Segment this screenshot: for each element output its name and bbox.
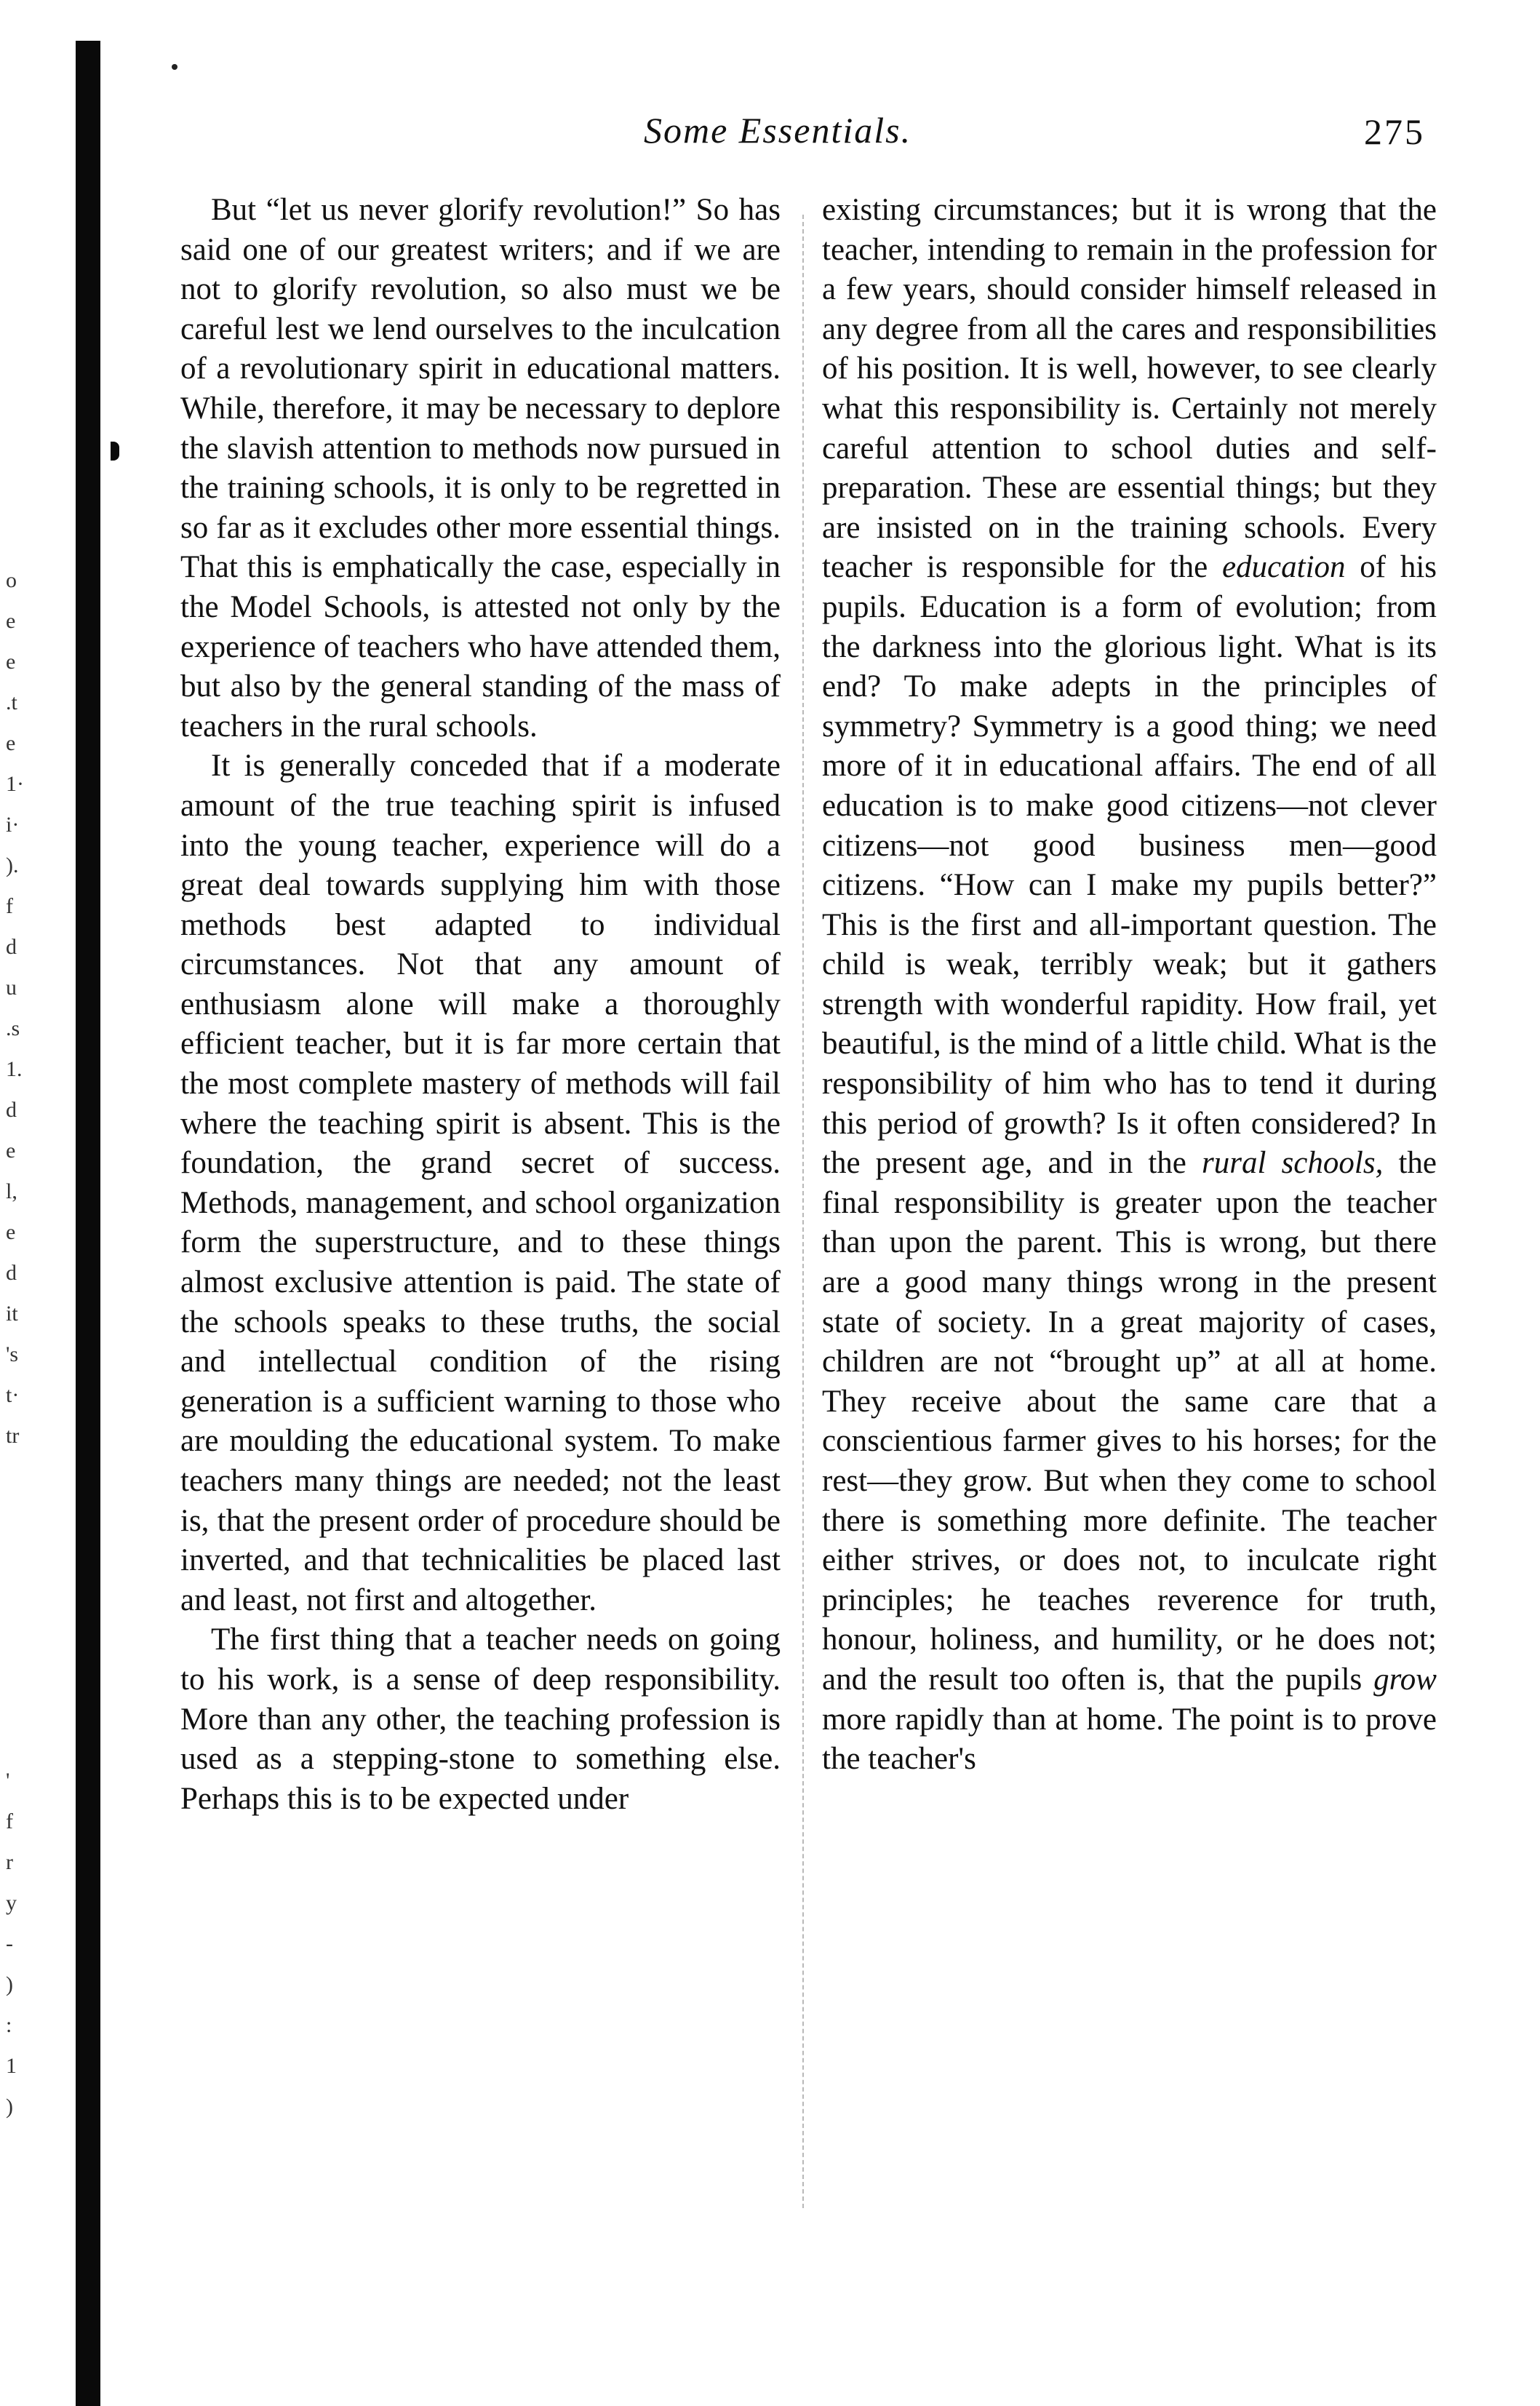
right-text-b: of his pupils. Education is a form of evolution; from the darkness into the glorious light. What is its end? To make adepts in the principles of symmetry? Symmetry is a good thing; we need more of it in educational affairs. The end of all education is to make good citizens—not clever citizens—not good business men—good citizens. “How can I make my pupils better?” This is the first and all-important question. The child is weak, terribly weak; but it gathers strength with wonderful rapidity. How frail, yet beautiful, is the mind of a little child. What is the responsibility of him who has to tend it during this period of growth? Is it often considered? In the present age, and in the [822,550,1437,1181]
binding-edge [76,41,100,2406]
margin-fragment: ) [6,1972,13,1996]
left-column [180,191,781,1819]
left-paragraph-1: But “let us never glorify revolution!” So has said one of our greatest writers; and if we are not to glorify revolution, so also must we be careful lest we lend ourselves to the inculcation of a revolutionary spirit in educational matters. While, therefore, it may be necessary to deplore the slavish attention to methods now pursued in the training schools, it is only to be regretted in so far as it excludes other more essential things. That this is emphatically the case, especially in the Model Schools, is attested not only by the experience of teachers who have attended them, but also by the general standing of the mass of teachers in the rural schools. [180,193,781,744]
right-italic-rural-schools: rural schools, [1202,1146,1384,1181]
binding-notch [111,442,119,461]
right-column [822,191,1437,1780]
margin-fragment: e [6,731,16,755]
right-text-c: the final responsibility is greater upon the teacher than upon the parent. This is wrong, but there are a good many things wrong in the present state of society. In a great majority of cases, children are not “brought up” at all at home. They receive about the same care that a conscientious farmer gives to his horses; for the rest—they grow. But when they come to school there is something more definite. The teacher either strives, or does not, to inculcate right principles; he teaches reverence for truth, honour, holiness, and humility, or he does not; and the result too often is, that the pupils [822,1146,1437,1697]
right-italic-grow: grow [1373,1662,1437,1697]
page-number: 275 [1364,111,1425,152]
margin-fragment: .t [6,690,17,714]
margin-fragment: 1 [6,2054,17,2078]
margin-fragment: d [6,935,17,959]
running-title: Some Essentials. [644,110,912,151]
left-paragraph-3: The first thing that a teacher needs on going to his work, is a sense of deep responsibility. More than any other, the teaching profession is used as a stepping-stone to something else. Perhaps this is to be expected under [180,1622,781,1816]
margin-fragment: i· [6,813,20,837]
margin-fragment: ' [6,1769,10,1793]
margin-fragment: t· [6,1383,20,1407]
margin-fragment: it [6,1302,18,1326]
margin-fragments-upper [6,560,64,1457]
margin-fragment: tr [6,1424,20,1448]
left-paragraph-2: It is generally conceded that if a moderate amount of the true teaching spirit is infused into the young teacher, experience will do a great deal towards supplying him with those methods best adapted to individual circumstances. Not that any amount of enthusiasm alone will make a thoroughly efficient teacher, but it is far more certain that the most complete mastery of methods will fail where the teaching spirit is absent. This is the foundation, the grand secret of success. Methods, management, and school organization form the superstructure, and to these things almost exclusive attention is paid. The state of the schools speaks to these truths, the social and intellectual condition of the rising generation is a sufficient warning to those who are moulding the educational system. To make teachers many things are needed; not the least is, that the present order of procedure should be inverted, and that technicalities be placed last and least, not first and altogether. [180,749,781,1617]
margin-fragment: ) [6,2095,13,2119]
margin-fragment: d [6,1098,17,1122]
margin-fragment: f [6,894,13,918]
right-text-d: more rapidly than at home. The point is to prove the teacher's [822,1702,1437,1777]
margin-fragment: 1· [6,772,24,796]
margin-fragment: l, [6,1179,17,1203]
margin-fragment: r [6,1850,13,1874]
margin-fragment: ). [6,853,19,877]
right-italic-education: education [1221,550,1346,585]
margin-fragment: : [6,2013,12,2037]
margin-fragment: f [6,1809,13,1833]
margin-fragment: .s [6,1016,20,1040]
margin-fragment: u [6,976,17,1000]
margin-fragment: y [6,1891,17,1915]
margin-fragment: - [6,1932,13,1956]
margin-fragment: e [6,650,16,674]
margin-fragment: d [6,1261,17,1285]
margin-fragments-lower [6,1761,64,2127]
margin-fragment: 1. [6,1057,23,1081]
margin-fragment: o [6,568,17,592]
right-text-a: existing circumstances; but it is wrong that the teacher, intending to remain in the profession for a few years, should consider himself released in any degree from all the cares and responsibilities of his position. It is well, however, to see clearly what this responsibility is. Certainly not merely careful attention to school duties and self-preparation. These are essential things; but they are insisted on in the training schools. Every teacher is responsible for the [822,193,1437,585]
margin-fragment: 's [6,1342,19,1366]
margin-fragment: e [6,609,16,633]
column-divider [802,215,804,2208]
ink-dot [172,64,177,70]
right-paragraph-1 [822,191,1437,1780]
margin-fragment: e [6,1139,16,1163]
margin-fragment: e [6,1220,16,1244]
